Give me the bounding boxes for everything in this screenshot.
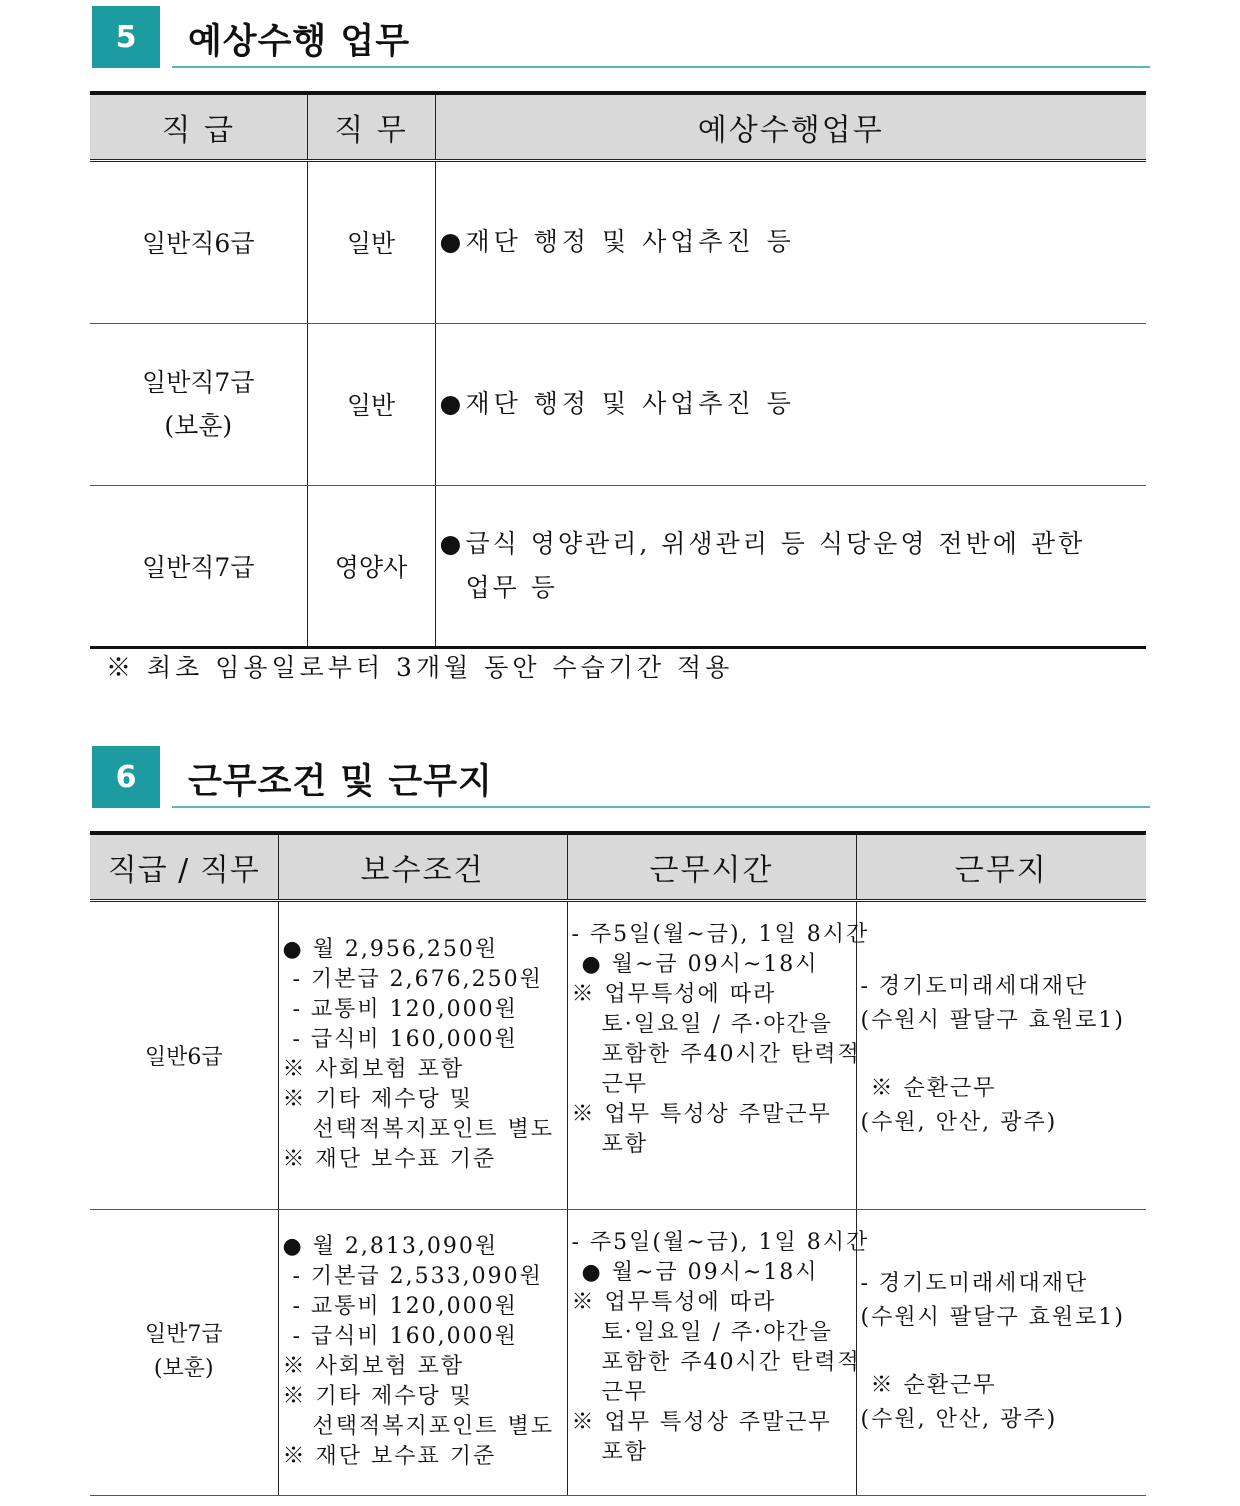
duties-table xyxy=(90,91,1146,649)
section-number-badge: 5 xyxy=(92,6,160,68)
duty-text-continued: 업무 등 xyxy=(465,572,558,602)
grade-text: 일반직6급 xyxy=(141,229,255,258)
table-row xyxy=(90,160,1146,323)
grade-cell xyxy=(90,900,278,1209)
hours-daily: ● 월~금 09시~18시 xyxy=(581,1259,819,1285)
hours-note-flex: ※ 업무특성에 따라 xyxy=(571,1289,777,1315)
duty-text: 급식 영양관리, 위생관리 등 식당운영 전반에 관한 xyxy=(465,528,1086,558)
hours-daily: ● 월~금 09시~18시 xyxy=(581,951,819,977)
location-note-rotation: ※ 순환근무 xyxy=(870,1373,997,1398)
pay-note-insurance: ※ 사회보험 포함 xyxy=(282,1354,464,1379)
grade-text: 일반7급 xyxy=(144,1322,223,1347)
section-number-badge: 6 xyxy=(92,746,160,808)
hours-note-weekend: ※ 업무 특성상 주말근무 xyxy=(571,1101,832,1127)
hours-note-flex-3: 포함한 주40시간 탄력적 xyxy=(601,1349,861,1375)
grade-subtext: (보훈) xyxy=(164,411,233,440)
pay-base: - 기본급 2,533,090원 xyxy=(292,1264,543,1289)
section-underline xyxy=(172,806,1150,808)
hours-cell xyxy=(567,1209,870,1495)
pay-note-standard: ※ 재단 보수표 기준 xyxy=(282,1147,497,1172)
pay-note-insurance: ※ 사회보험 포함 xyxy=(282,1057,464,1082)
section-underline xyxy=(172,66,1150,68)
hours-note-flex: ※ 업무특성에 따라 xyxy=(571,981,777,1007)
grade-cell xyxy=(90,323,307,485)
pay-base: - 기본급 2,676,250원 xyxy=(292,967,543,992)
hours-note-weekend-2: 포함 xyxy=(601,1439,649,1465)
pay-note-allowance: ※ 기타 제수당 및 xyxy=(282,1087,473,1112)
header-duties: 예상수행업무 xyxy=(435,93,1146,160)
table-row xyxy=(90,485,1146,647)
header-grade: 직 급 xyxy=(90,93,307,160)
pay-cell xyxy=(278,1209,567,1495)
header-location: 근무지 xyxy=(856,833,1146,900)
grade-cell xyxy=(90,160,307,323)
pay-meal: - 급식비 160,000원 xyxy=(292,1027,518,1052)
hours-note-weekend: ※ 업무 특성상 주말근무 xyxy=(571,1409,832,1435)
header-pay: 보수조건 xyxy=(278,833,567,900)
table-row xyxy=(90,323,1146,485)
header-job: 직 무 xyxy=(307,93,435,160)
hours-note-flex-2: 토·일요일 / 주·야간을 xyxy=(601,1319,833,1345)
header-grade-job: 직급 / 직무 xyxy=(90,833,278,900)
bullet-icon: ● xyxy=(439,528,462,558)
job-cell: 일반 xyxy=(307,323,435,485)
location-cell xyxy=(856,1209,1146,1495)
section-6-heading xyxy=(92,746,1150,808)
hours-note-flex-3: 포함한 주40시간 탄력적 xyxy=(601,1041,861,1067)
location-cell xyxy=(856,900,1146,1209)
pay-note-welfare: 선택적복지포인트 별도 xyxy=(312,1117,555,1142)
location-rotation-sites: (수원, 안산, 광주) xyxy=(860,1110,1058,1135)
job-cell: 영양사 xyxy=(307,485,435,647)
location-address: (수원시 팔달구 효원로1) xyxy=(860,1008,1125,1033)
job-cell: 일반 xyxy=(307,160,435,323)
hours-note-flex-2: 토·일요일 / 주·야간을 xyxy=(601,1011,833,1037)
location-name: - 경기도미래세대재단 xyxy=(860,974,1089,999)
location-rotation-sites: (수원, 안산, 광주) xyxy=(860,1407,1058,1432)
grade-cell xyxy=(90,1209,278,1495)
pay-cell xyxy=(278,900,567,1209)
pay-meal: - 급식비 160,000원 xyxy=(292,1324,518,1349)
table-row xyxy=(90,900,1146,1209)
probation-note: ※ 최초 임용일로부터 3개월 동안 수습기간 적용 xyxy=(106,653,734,682)
grade-text: 일반직7급 xyxy=(141,368,255,397)
duties-cell xyxy=(435,160,1146,323)
pay-transport: - 교통비 120,000원 xyxy=(292,1294,518,1319)
grade-text: 일반직7급 xyxy=(141,552,255,582)
table-header-row xyxy=(90,833,1146,900)
bullet-icon: ● xyxy=(439,389,462,418)
table-row xyxy=(90,1209,1146,1495)
location-note-rotation: ※ 순환근무 xyxy=(870,1076,997,1101)
hours-cell xyxy=(567,900,870,1209)
pay-transport: - 교통비 120,000원 xyxy=(292,997,518,1022)
bullet-icon: ● xyxy=(439,227,462,256)
pay-monthly: ● 월 2,813,090원 xyxy=(282,1234,499,1259)
grade-cell xyxy=(90,485,307,647)
location-address: (수원시 팔달구 효원로1) xyxy=(860,1305,1125,1330)
header-hours: 근무시간 xyxy=(567,833,856,900)
pay-note-standard: ※ 재단 보수표 기준 xyxy=(282,1444,497,1469)
section-5-heading xyxy=(92,6,1150,68)
pay-note-welfare: 선택적복지포인트 별도 xyxy=(312,1414,555,1439)
table-header-row xyxy=(90,93,1146,160)
hours-week: - 주5일(월~금), 1일 8시간 xyxy=(571,1229,870,1255)
pay-monthly: ● 월 2,956,250원 xyxy=(282,937,499,962)
hours-note-flex-4: 근무 xyxy=(601,1071,649,1097)
hours-week: - 주5일(월~금), 1일 8시간 xyxy=(571,921,870,947)
section-title: 근무조건 및 근무지 xyxy=(188,762,493,802)
hours-note-weekend-2: 포함 xyxy=(601,1131,649,1157)
pay-note-allowance: ※ 기타 제수당 및 xyxy=(282,1384,473,1409)
duty-text: 재단 행정 및 사업추진 등 xyxy=(465,227,795,256)
duty-text: 재단 행정 및 사업추진 등 xyxy=(465,389,795,418)
hours-note-flex-4: 근무 xyxy=(601,1379,649,1405)
duties-cell xyxy=(435,323,1146,485)
duties-cell xyxy=(435,485,1146,647)
section-title: 예상수행 업무 xyxy=(188,22,411,62)
grade-subtext: (보훈) xyxy=(153,1356,214,1381)
grade-text: 일반6급 xyxy=(144,1044,223,1070)
location-name: - 경기도미래세대재단 xyxy=(860,1271,1089,1296)
conditions-table xyxy=(90,831,1146,1496)
